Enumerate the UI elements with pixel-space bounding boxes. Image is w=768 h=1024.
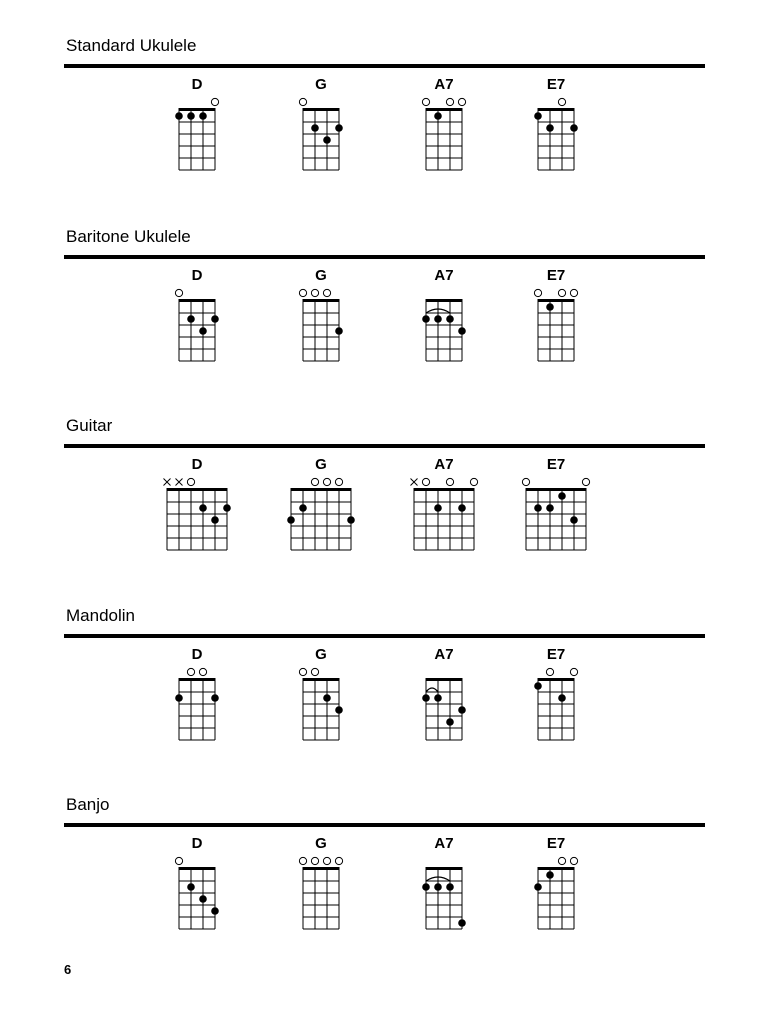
open-string-marker <box>335 857 342 864</box>
nut <box>538 678 575 681</box>
muted-string-marker <box>176 479 183 486</box>
open-string-marker <box>470 478 477 485</box>
section-divider <box>64 823 705 827</box>
open-string-marker <box>299 98 306 105</box>
finger-dot <box>199 327 207 335</box>
finger-dot <box>299 504 307 512</box>
chord-diagram <box>412 646 476 746</box>
finger-dot <box>323 694 331 702</box>
chord-grid <box>524 668 588 748</box>
finger-dot <box>546 504 554 512</box>
finger-dot <box>534 883 542 891</box>
chord-diagram <box>524 267 588 367</box>
section-title: Baritone Ukulele <box>66 227 191 246</box>
open-string-marker <box>311 289 318 296</box>
chord-name: A7 <box>434 456 454 473</box>
finger-dot <box>187 883 195 891</box>
chord-diagram <box>289 267 353 367</box>
finger-dot <box>570 516 578 524</box>
nut <box>303 867 340 870</box>
finger-dot <box>458 504 466 512</box>
open-string-marker <box>422 478 429 485</box>
finger-dot <box>199 895 207 903</box>
finger-dot <box>187 315 195 323</box>
chord-grid <box>524 857 588 937</box>
open-string-marker <box>558 289 565 296</box>
chord-diagram <box>165 835 229 935</box>
chord-name: E7 <box>546 646 566 663</box>
finger-dot <box>546 871 554 879</box>
finger-dot <box>446 718 454 726</box>
finger-dot <box>335 706 343 714</box>
open-string-marker <box>534 289 541 296</box>
open-string-marker <box>335 478 342 485</box>
chord-grid <box>165 98 229 178</box>
finger-dot <box>223 504 231 512</box>
open-string-marker <box>175 289 182 296</box>
chord-diagram <box>289 646 353 746</box>
chord-diagram <box>277 456 365 556</box>
open-string-marker <box>446 98 453 105</box>
open-string-marker <box>558 857 565 864</box>
chord-name: G <box>315 646 327 663</box>
finger-dot <box>458 327 466 335</box>
finger-dot <box>546 124 554 132</box>
chord-grid <box>289 98 353 178</box>
finger-dot <box>458 919 466 927</box>
open-string-marker <box>323 289 330 296</box>
open-string-marker <box>558 98 565 105</box>
nut <box>426 299 463 302</box>
open-string-marker <box>570 857 577 864</box>
finger-dot <box>422 883 430 891</box>
section-divider <box>64 64 705 68</box>
chord-name: G <box>315 835 327 852</box>
chord-name: A7 <box>434 835 454 852</box>
chord-grid <box>289 857 353 937</box>
nut <box>167 488 228 491</box>
barre-arc <box>426 688 438 692</box>
chord-grid <box>165 289 229 369</box>
finger-dot <box>211 694 219 702</box>
finger-dot <box>446 315 454 323</box>
chord-name: D <box>191 76 203 93</box>
chord-grid <box>412 289 476 369</box>
chord-grid <box>165 857 229 937</box>
chord-name: E7 <box>546 267 566 284</box>
nut <box>179 867 216 870</box>
finger-dot <box>199 504 207 512</box>
finger-dot <box>570 124 578 132</box>
open-string-marker <box>311 478 318 485</box>
chord-name: E7 <box>546 456 566 473</box>
open-string-marker <box>211 98 218 105</box>
chord-diagram <box>412 76 476 176</box>
section-title: Mandolin <box>66 606 135 625</box>
nut <box>303 108 340 111</box>
chord-name: A7 <box>434 646 454 663</box>
chord-grid <box>165 668 229 748</box>
chord-grid <box>289 668 353 748</box>
nut <box>303 299 340 302</box>
chord-grid <box>153 478 241 558</box>
open-string-marker <box>199 668 206 675</box>
chord-diagram <box>400 456 488 556</box>
finger-dot <box>175 112 183 120</box>
nut <box>538 108 575 111</box>
finger-dot <box>211 516 219 524</box>
chord-grid <box>524 98 588 178</box>
open-string-marker <box>458 98 465 105</box>
section-divider <box>64 634 705 638</box>
chord-name: D <box>191 267 203 284</box>
nut <box>426 867 463 870</box>
finger-dot <box>534 112 542 120</box>
finger-dot <box>287 516 295 524</box>
finger-dot <box>211 907 219 915</box>
section-divider <box>64 444 705 448</box>
page-number: 6 <box>64 962 72 977</box>
chord-diagram <box>412 835 476 935</box>
finger-dot <box>558 694 566 702</box>
finger-dot <box>546 303 554 311</box>
section-divider <box>64 255 705 259</box>
chord-name: D <box>191 646 203 663</box>
open-string-marker <box>546 668 553 675</box>
muted-string-marker <box>411 479 418 486</box>
finger-dot <box>534 504 542 512</box>
chord-name: A7 <box>434 267 454 284</box>
finger-dot <box>434 883 442 891</box>
chord-diagram <box>165 646 229 746</box>
open-string-marker <box>446 478 453 485</box>
nut <box>291 488 352 491</box>
open-string-marker <box>299 289 306 296</box>
open-string-marker <box>570 289 577 296</box>
open-string-marker <box>187 478 194 485</box>
finger-dot <box>558 492 566 500</box>
open-string-marker <box>582 478 589 485</box>
nut <box>538 299 575 302</box>
muted-string-marker <box>164 479 171 486</box>
section-title: Banjo <box>66 795 110 814</box>
open-string-marker <box>522 478 529 485</box>
open-string-marker <box>323 857 330 864</box>
finger-dot <box>175 694 183 702</box>
nut <box>538 867 575 870</box>
nut <box>179 678 216 681</box>
nut <box>303 678 340 681</box>
open-string-marker <box>311 668 318 675</box>
nut <box>179 108 216 111</box>
open-string-marker <box>323 478 330 485</box>
finger-dot <box>311 124 319 132</box>
open-string-marker <box>175 857 182 864</box>
chord-name: E7 <box>546 835 566 852</box>
chord-grid <box>277 478 365 558</box>
chord-name: D <box>191 835 203 852</box>
chord-name: G <box>315 76 327 93</box>
finger-dot <box>199 112 207 120</box>
chord-name: E7 <box>546 76 566 93</box>
open-string-marker <box>422 98 429 105</box>
chord-diagram <box>165 76 229 176</box>
finger-dot <box>534 682 542 690</box>
open-string-marker <box>299 857 306 864</box>
section-title: Guitar <box>66 416 113 435</box>
finger-dot <box>422 694 430 702</box>
nut <box>414 488 475 491</box>
chord-diagram <box>524 835 588 935</box>
finger-dot <box>458 706 466 714</box>
section-title: Standard Ukulele <box>66 36 197 55</box>
finger-dot <box>422 315 430 323</box>
finger-dot <box>434 315 442 323</box>
finger-dot <box>347 516 355 524</box>
open-string-marker <box>570 668 577 675</box>
chord-grid <box>289 289 353 369</box>
nut <box>426 678 463 681</box>
chord-name: G <box>315 267 327 284</box>
finger-dot <box>335 124 343 132</box>
nut <box>526 488 587 491</box>
chord-grid <box>524 289 588 369</box>
chord-name: D <box>191 456 203 473</box>
chord-grid <box>512 478 600 558</box>
open-string-marker <box>187 668 194 675</box>
chord-grid <box>412 668 476 748</box>
chord-diagram <box>524 76 588 176</box>
open-string-marker <box>311 857 318 864</box>
chord-diagram <box>289 835 353 935</box>
nut <box>179 299 216 302</box>
chord-grid <box>400 478 488 558</box>
chord-diagram <box>412 267 476 367</box>
finger-dot <box>434 504 442 512</box>
nut <box>426 108 463 111</box>
chord-diagram <box>524 646 588 746</box>
chord-diagram <box>289 76 353 176</box>
chord-grid <box>412 98 476 178</box>
finger-dot <box>211 315 219 323</box>
finger-dot <box>187 112 195 120</box>
finger-dot <box>446 883 454 891</box>
chord-diagram <box>153 456 241 556</box>
finger-dot <box>335 327 343 335</box>
chord-grid <box>412 857 476 937</box>
finger-dot <box>434 112 442 120</box>
chord-name: G <box>315 456 327 473</box>
finger-dot <box>434 694 442 702</box>
chord-diagram <box>165 267 229 367</box>
finger-dot <box>323 136 331 144</box>
chord-diagram <box>512 456 600 556</box>
chord-name: A7 <box>434 76 454 93</box>
open-string-marker <box>299 668 306 675</box>
